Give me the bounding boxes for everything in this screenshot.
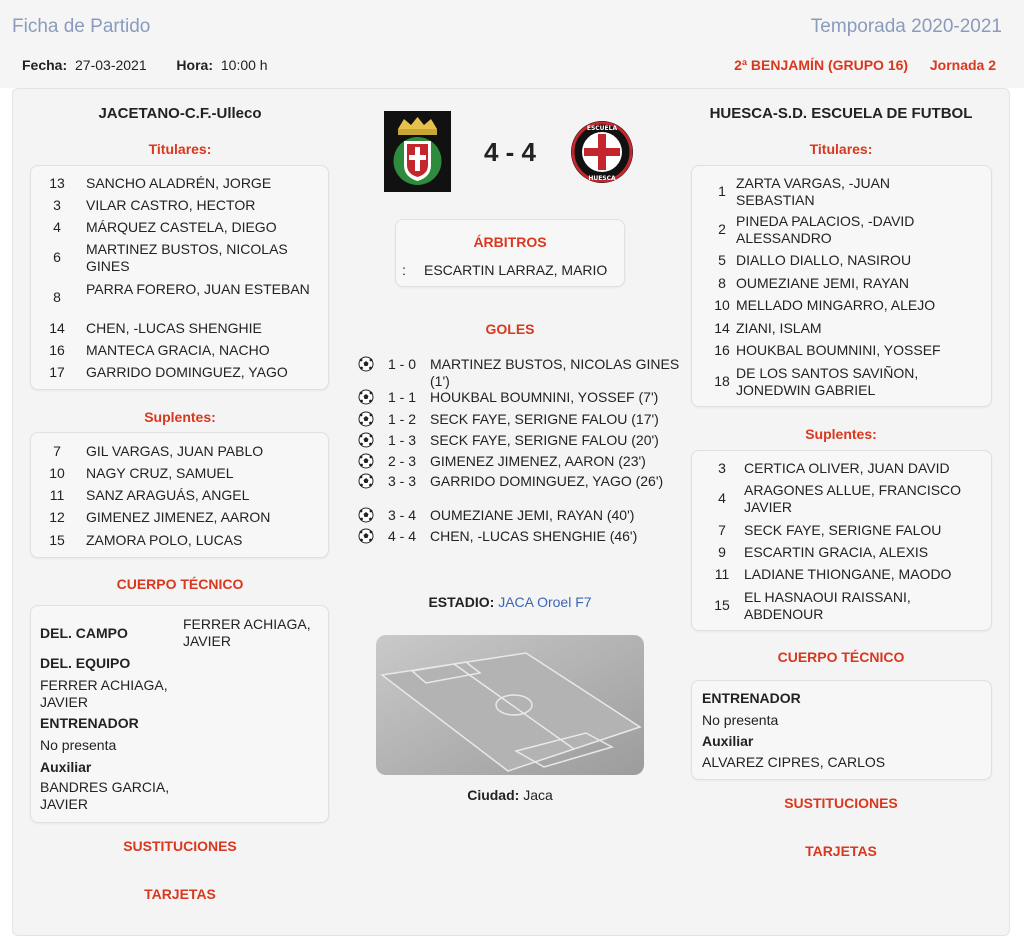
goal-scorer: HOUKBAL BOUMNINI, YOSSEF (7'): [430, 389, 659, 405]
player-name: VILAR CASTRO, HECTOR: [86, 197, 256, 213]
home-team-crest[interactable]: [384, 111, 451, 192]
city-info: [376, 787, 644, 803]
home-subs-list: [30, 432, 329, 558]
player-name: LADIANE THIONGANE, MAODO: [744, 566, 952, 582]
goals-title: GOLES: [485, 321, 535, 337]
player-name: SANZ ARAGUÁS, ANGEL: [86, 487, 250, 503]
player-name: HOUKBAL BOUMNINI, YOSSEF: [736, 342, 941, 358]
soccer-ball-icon: [358, 356, 374, 372]
player-name: PARRA FORERO, JUAN ESTEBAN: [86, 281, 310, 297]
away-starters-title: Titulares:: [809, 141, 873, 157]
player-name: ZAMORA POLO, LUCAS: [86, 532, 243, 548]
player-number: 6: [53, 249, 61, 265]
player-name: DIALLO DIALLO, NASIROU: [736, 252, 912, 268]
home-subs-title: Suplentes:: [144, 409, 216, 425]
city-label: Ciudad:: [467, 787, 520, 803]
player-number: 12: [49, 509, 65, 525]
home-cards-title[interactable]: TARJETAS: [144, 886, 216, 902]
home-crest-icon: [384, 111, 451, 192]
home-del-equipo-value: FERRER ACHIAGA, JAVIER: [40, 677, 168, 710]
soccer-ball-icon: [358, 432, 374, 448]
match-datetime: [22, 57, 268, 73]
matchday: Jornada 2: [929, 57, 996, 73]
player-name: SECK FAYE, SERIGNE FALOU: [744, 522, 942, 538]
competition-info: [734, 57, 996, 73]
player-name: SANCHO ALADRÉN, JORGE: [86, 175, 272, 191]
player-number: 11: [49, 487, 65, 503]
player-name: EL HASNAOUI RAISSANI, ABDENOUR: [744, 589, 911, 622]
away-coach-label: ENTRENADOR: [702, 690, 801, 706]
season-label: Temporada 2020-2021: [810, 16, 1002, 37]
home-coach-label: ENTRENADOR: [40, 715, 139, 731]
goal-scorer: OUMEZIANE JEMI, RAYAN (40'): [430, 507, 635, 523]
player-name: MANTECA GRACIA, NACHO: [86, 342, 270, 358]
player-number: 3: [53, 197, 61, 213]
goal-scorer: GARRIDO DOMINGUEZ, YAGO (26'): [430, 473, 664, 489]
away-staff-title: CUERPO TÉCNICO: [777, 649, 905, 665]
player-name: GIL VARGAS, JUAN PABLO: [86, 443, 264, 459]
player-name: PINEDA PALACIOS, -DAVID ALESSANDRO: [736, 213, 915, 246]
away-crest-icon: [570, 120, 634, 184]
home-substitutions-title[interactable]: SUSTITUCIONES: [123, 838, 237, 854]
away-starters-list: [691, 165, 992, 407]
final-score: 4 - 4: [483, 137, 537, 167]
stadium-link[interactable]: JACA Oroel F7: [498, 594, 592, 610]
date-label: Fecha:: [22, 57, 68, 73]
city-value: Jaca: [523, 787, 553, 803]
player-name: MÁRQUEZ CASTELA, DIEGO: [86, 219, 277, 235]
home-assistant-value: BANDRES GARCIA, JAVIER: [40, 779, 170, 812]
goal-score: 4 - 4: [388, 528, 417, 544]
referee-name: ESCARTIN LARRAZ, MARIO: [424, 262, 608, 278]
referee-prefix: :: [402, 262, 406, 278]
home-del-equipo-label: DEL. EQUIPO: [40, 655, 131, 671]
page-header: [0, 0, 1024, 88]
goal-score: 1 - 2: [388, 411, 417, 427]
soccer-ball-icon: [358, 389, 374, 405]
player-number: 3: [718, 460, 726, 476]
away-crest-text-top: ESCUELA: [586, 125, 618, 132]
player-number: 8: [53, 289, 61, 305]
goal-scorer: SECK FAYE, SERIGNE FALOU (20'): [430, 432, 659, 448]
player-number: 8: [718, 275, 726, 291]
goal-scorer: CHEN, -LUCAS SHENGHIE (46'): [430, 528, 638, 544]
player-number: 10: [49, 465, 65, 481]
goal-score: 1 - 3: [388, 432, 417, 448]
home-team-name[interactable]: JACETANO-C.F.-Ulleco: [98, 105, 262, 122]
player-name: ARAGONES ALLUE, FRANCISCO JAVIER: [744, 482, 962, 515]
player-number: 1: [718, 183, 726, 199]
player-name: CERTICA OLIVER, JUAN DAVID: [744, 460, 950, 476]
competition-name: 2ª BENJAMÍN (GRUPO 16): [734, 57, 909, 73]
player-number: 14: [49, 320, 65, 336]
player-number: 18: [714, 373, 730, 389]
player-number: 14: [714, 320, 730, 336]
player-number: 13: [49, 175, 65, 191]
football-pitch-icon: [376, 635, 644, 775]
time-value: 10:00 h: [220, 57, 268, 73]
home-assistant-label: Auxiliar: [40, 759, 92, 775]
player-number: 16: [49, 342, 65, 358]
soccer-ball-icon: [358, 453, 374, 469]
date-value: 27-03-2021: [75, 57, 147, 73]
player-name: ESCARTIN GRACIA, ALEXIS: [744, 544, 929, 560]
goal-score: 3 - 4: [388, 507, 417, 523]
away-team-name[interactable]: HUESCA-S.D. ESCUELA DE FUTBOL: [709, 105, 973, 122]
player-name: MELLADO MINGARRO, ALEJO: [736, 297, 936, 313]
player-number: 16: [714, 342, 730, 358]
soccer-ball-icon: [358, 411, 374, 427]
home-del-campo-label: DEL. CAMPO: [40, 625, 128, 641]
away-subs-title: Suplentes:: [805, 426, 877, 442]
player-number: 11: [714, 566, 730, 582]
home-starters-title: Titulares:: [148, 141, 212, 157]
player-number: 15: [714, 597, 730, 613]
stadium-label: ESTADIO:: [428, 594, 495, 610]
away-assistant-value: ALVAREZ CIPRES, CARLOS: [702, 754, 886, 770]
goal-scorer: SECK FAYE, SERIGNE FALOU (17'): [430, 411, 659, 427]
away-assistant-label: Auxiliar: [702, 733, 754, 749]
player-number: 2: [718, 221, 726, 237]
player-name: DE LOS SANTOS SAVIÑON, JONEDWIN GABRIEL: [736, 365, 919, 398]
time-label: Hora:: [176, 57, 213, 73]
soccer-ball-icon: [358, 507, 374, 523]
goal-score: 2 - 3: [388, 453, 417, 469]
soccer-ball-icon: [358, 473, 374, 489]
away-team-crest[interactable]: [570, 120, 634, 184]
player-number: 9: [718, 544, 726, 560]
home-starters-list: [30, 165, 329, 390]
away-cards-title[interactable]: TARJETAS: [805, 843, 877, 859]
goal-score: 3 - 3: [388, 473, 417, 489]
player-number: 7: [53, 443, 61, 459]
goal-scorer: GIMENEZ JIMENEZ, AARON (23'): [430, 453, 646, 469]
pitch-image: [376, 635, 644, 775]
player-name: MARTINEZ BUSTOS, NICOLAS GINES: [86, 241, 288, 274]
goal-score: 1 - 1: [388, 389, 417, 405]
player-name: GARRIDO DOMINGUEZ, YAGO: [86, 364, 288, 380]
home-staff-title: CUERPO TÉCNICO: [116, 576, 244, 592]
player-number: 17: [49, 364, 65, 380]
goal-score: 1 - 0: [388, 356, 417, 372]
away-crest-text-bottom: HUESCA: [588, 175, 616, 182]
referees-title: ÁRBITROS: [473, 234, 547, 250]
player-name: ZARTA VARGAS, -JUAN SEBASTIAN: [736, 175, 891, 208]
player-number: 4: [718, 490, 726, 506]
player-name: OUMEZIANE JEMI, RAYAN: [736, 275, 909, 291]
away-coach-value: No presenta: [702, 712, 779, 728]
soccer-ball-icon: [358, 528, 374, 544]
away-substitutions-title[interactable]: SUSTITUCIONES: [784, 795, 898, 811]
player-name: ZIANI, ISLAM: [736, 320, 822, 336]
player-number: 5: [718, 252, 726, 268]
home-coach-value: No presenta: [40, 737, 117, 753]
home-del-campo-value: FERRER ACHIAGA, JAVIER: [183, 616, 311, 649]
player-number: 15: [49, 532, 65, 548]
stadium-info: [376, 594, 644, 610]
player-number: 7: [718, 522, 726, 538]
player-number: 10: [714, 297, 730, 313]
page-title: Ficha de Partido: [12, 16, 151, 37]
away-subs-list: [691, 450, 992, 631]
player-name: CHEN, -LUCAS SHENGHIE: [86, 320, 262, 336]
player-name: NAGY CRUZ, SAMUEL: [86, 465, 234, 481]
goal-scorer: MARTINEZ BUSTOS, NICOLAS GINES (1'): [430, 356, 680, 389]
player-name: GIMENEZ JIMENEZ, AARON: [86, 509, 271, 525]
player-number: 4: [53, 219, 61, 235]
